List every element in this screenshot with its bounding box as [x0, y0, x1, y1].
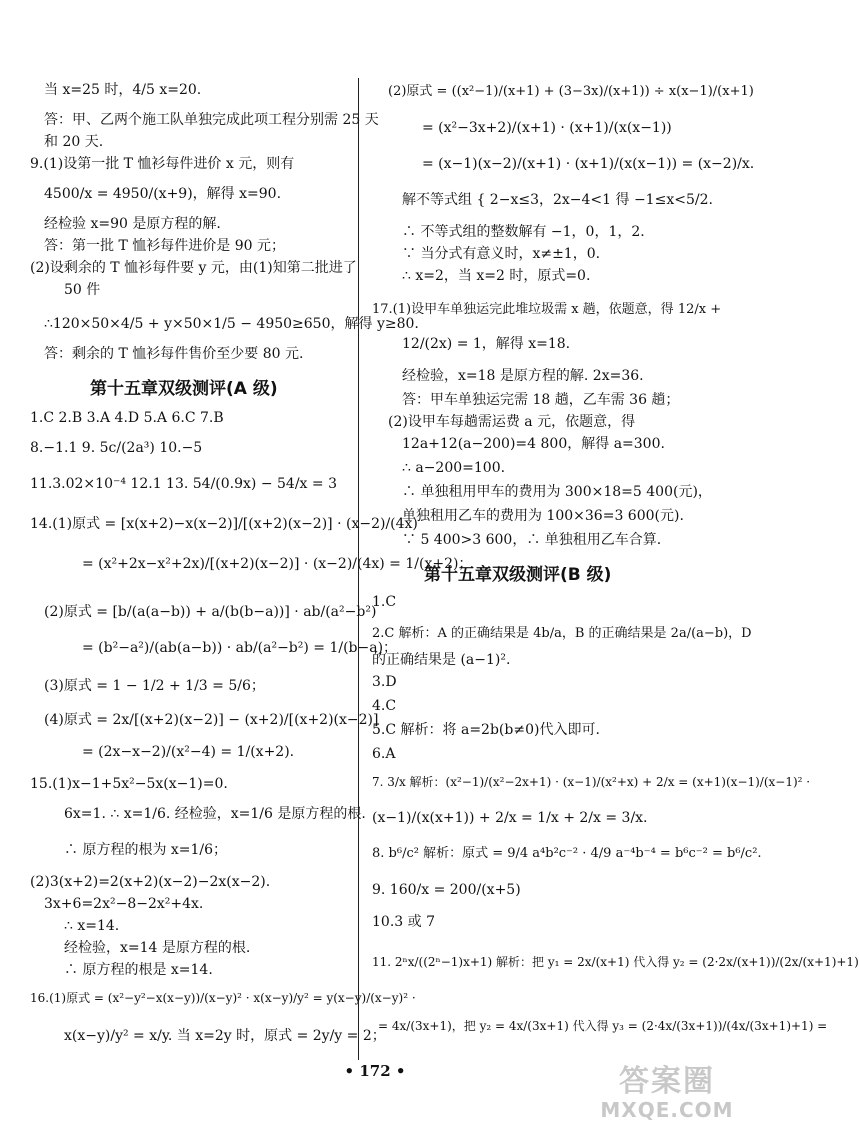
- text-line: 4500/x = 4950/(x+9)，解得 x=90.: [44, 186, 282, 202]
- text-line: ∴ 原方程的根为 x=1/6；: [64, 842, 228, 858]
- answer-line: 5.C 解析：将 a=2b(b≠0)代入即可.: [372, 722, 600, 738]
- text-line: 3x+6=2x²−8−2x²+4x.: [44, 896, 204, 912]
- answer-line: 11.3.02×10⁻⁴ 12.1 13. 54/(0.9x) − 54/x = 3: [30, 476, 337, 492]
- text-line: 9.(1)设第一批 T 恤衫每件进价 x 元，则有: [30, 156, 295, 172]
- text-line: 12a+12(a−200)=4 800，解得 a=300.: [402, 436, 665, 452]
- answer-line: 3.D: [372, 674, 397, 690]
- answer-line: 9. 160/x = 200/(x+5): [372, 882, 521, 898]
- answer-line: 6.A: [372, 746, 396, 762]
- text-line: 和 20 天.: [44, 134, 104, 150]
- text-line: 经检验，x=14 是原方程的根.: [64, 940, 251, 956]
- text-line: = (x²+2x−x²+2x)/[(x+2)(x−2)] · (x−2)/(4x) = 1/(x+2)；: [82, 556, 473, 572]
- text-line: 12/(2x) = 1，解得 x=18.: [402, 336, 571, 352]
- text-line: 单独租用乙车的费用为 100×36=3 600(元).: [402, 508, 684, 524]
- answer-line: 11. 2ⁿx/((2ⁿ−1)x+1) 解析：把 y₁ = 2x/(x+1) 代入得 y₂ = (2·2x/(x+1))/(2x/(x+1)+1): [372, 955, 859, 969]
- text-line: 答：剩余的 T 恤衫每件售价至少要 80 元.: [44, 346, 304, 362]
- answer-line: 8. b⁶/c² 解析：原式 = 9/4 a⁴b²c⁻² · 4/9 a⁻⁴b⁻⁴ = b⁶c⁻² = b⁶/c².: [372, 846, 762, 861]
- text-line: = (x−1)(x−2)/(x+1) · (x+1)/(x(x−1)) = (x−2)/x.: [422, 156, 755, 172]
- section-heading: 第十五章双级测评(B 级): [424, 565, 612, 585]
- text-line: (x−1)/(x(x+1)) + 2/x = 1/x + 2/x = 3/x.: [372, 810, 648, 826]
- text-line: (2)原式 = [b/(a(a−b)) + a/(b(b−a))] · ab/(a²−b²): [44, 604, 377, 620]
- text-line: ∵ 当分式有意义时，x≠±1，0.: [402, 246, 601, 262]
- text-line: ∴ x=2，当 x=2 时，原式=0.: [402, 268, 591, 284]
- text-line: ∴120×50×4/5 + y×50×1/5 − 4950≥650，解得 y≥80.: [44, 316, 419, 332]
- answer-line: 1.C 2.B 3.A 4.D 5.A 6.C 7.B: [30, 410, 224, 426]
- text-line: (2)3(x+2)=2(x+2)(x−2)−2x(x−2).: [30, 874, 271, 890]
- section-heading: 第十五章双级测评(A 级): [90, 379, 278, 399]
- text-line: 当 x=25 时，4/5 x=20.: [44, 82, 202, 98]
- text-line: (2)设剩余的 T 恤衫每件要 y 元，由(1)知第二批进了: [30, 260, 357, 276]
- text-line: 答：甲、乙两个施工队单独完成此项工程分别需 25 天: [44, 112, 379, 128]
- text-line: ∴ x=14.: [64, 918, 120, 934]
- answer-line: 2.C 解析：A 的正确结果是 4b/a，B 的正确结果是 2a/(a−b)，D: [372, 626, 752, 641]
- text-line: ∴ 不等式组的整数解有 −1，0，1，2.: [402, 224, 645, 240]
- text-line: 17.(1)设甲车单独运完此堆垃圾需 x 趟，依题意，得 12/x +: [372, 302, 722, 317]
- text-line: = 4x/(3x+1)，把 y₂ = 4x/(3x+1) 代入得 y₃ = (2·4x/(3x+1))/(4x/(3x+1)+1) =: [378, 1019, 828, 1033]
- text-line: (2)设甲车每趟需运费 a 元，依题意，得: [388, 414, 636, 430]
- text-line: (3)原式 = 1 − 1/2 + 1/3 = 5/6；: [44, 678, 265, 694]
- answer-line: 10.3 或 7: [372, 914, 435, 930]
- watermark-url: MXQE.COM: [600, 1098, 734, 1122]
- text-line: 6x=1. ∴ x=1/6. 经检验，x=1/6 是原方程的根.: [64, 806, 366, 822]
- text-line: ∴ a−200=100.: [402, 460, 506, 476]
- text-line: 解不等式组 { 2−x≤3，2x−4<1 得 −1≤x<5/2.: [402, 192, 713, 208]
- answer-line: 1.C: [372, 594, 397, 610]
- text-line: 经检验 x=90 是原方程的解.: [44, 216, 221, 232]
- text-line: 的正确结果是 (a−1)².: [372, 652, 511, 668]
- answer-line: 8.−1.1 9. 5c/(2a³) 10.−5: [30, 440, 203, 456]
- text-line: 答：甲车单独运完需 18 趟，乙车需 36 趟；: [402, 392, 680, 408]
- text-line: (4)原式 = 2x/[(x+2)(x−2)] − (x+2)/[(x+2)(x−2)]: [44, 712, 379, 728]
- text-line: = (2x−x−2)/(x²−4) = 1/(x+2).: [82, 744, 295, 760]
- answer-line: 4.C: [372, 698, 397, 714]
- text-line: 50 件: [64, 282, 101, 298]
- text-line: x(x−y)/y² = x/y. 当 x=2y 时，原式 = 2y/y = 2；: [64, 1028, 386, 1044]
- text-line: (2)原式 = ((x²−1)/(x+1) + (3−3x)/(x+1)) ÷ x(x−1)/(x+1): [388, 84, 754, 99]
- text-line: 经检验，x=18 是原方程的解. 2x=36.: [402, 368, 644, 384]
- text-line: ∴ 原方程的根是 x=14.: [64, 962, 213, 978]
- page-number: • 172 •: [344, 1062, 406, 1080]
- text-line: 答：第一批 T 恤衫每件进价是 90 元；: [44, 238, 285, 254]
- watermark-logo: [592, 1065, 742, 1125]
- text-line: 14.(1)原式 = [x(x+2)−x(x−2)]/[(x+2)(x−2)] · (x−2)/(4x): [30, 516, 418, 532]
- answer-line: 7. 3/x 解析：(x²−1)/(x²−2x+1) · (x−1)/(x²+x) + 2/x = (x+1)(x−1)/(x−1)² ·: [372, 775, 811, 789]
- text-line: 16.(1)原式 = (x²−y²−x(x−y))/(x−y)² · x(x−y)/y² = y(x−y)/(x−y)² ·: [30, 991, 416, 1005]
- text-line: = (x²−3x+2)/(x+1) · (x+1)/(x(x−1)): [422, 120, 672, 136]
- watermark-text: 答案圈: [619, 1064, 715, 1099]
- text-line: ∴ 单独租用甲车的费用为 300×18=5 400(元)，: [402, 484, 712, 500]
- text-line: = (b²−a²)/(ab(a−b)) · ab/(a²−b²) = 1/(b−a)；: [82, 640, 398, 656]
- text-line: ∵ 5 400>3 600，∴ 单独租用乙车合算.: [402, 532, 662, 548]
- text-line: 15.(1)x−1+5x²−5x(x−1)=0.: [30, 776, 228, 792]
